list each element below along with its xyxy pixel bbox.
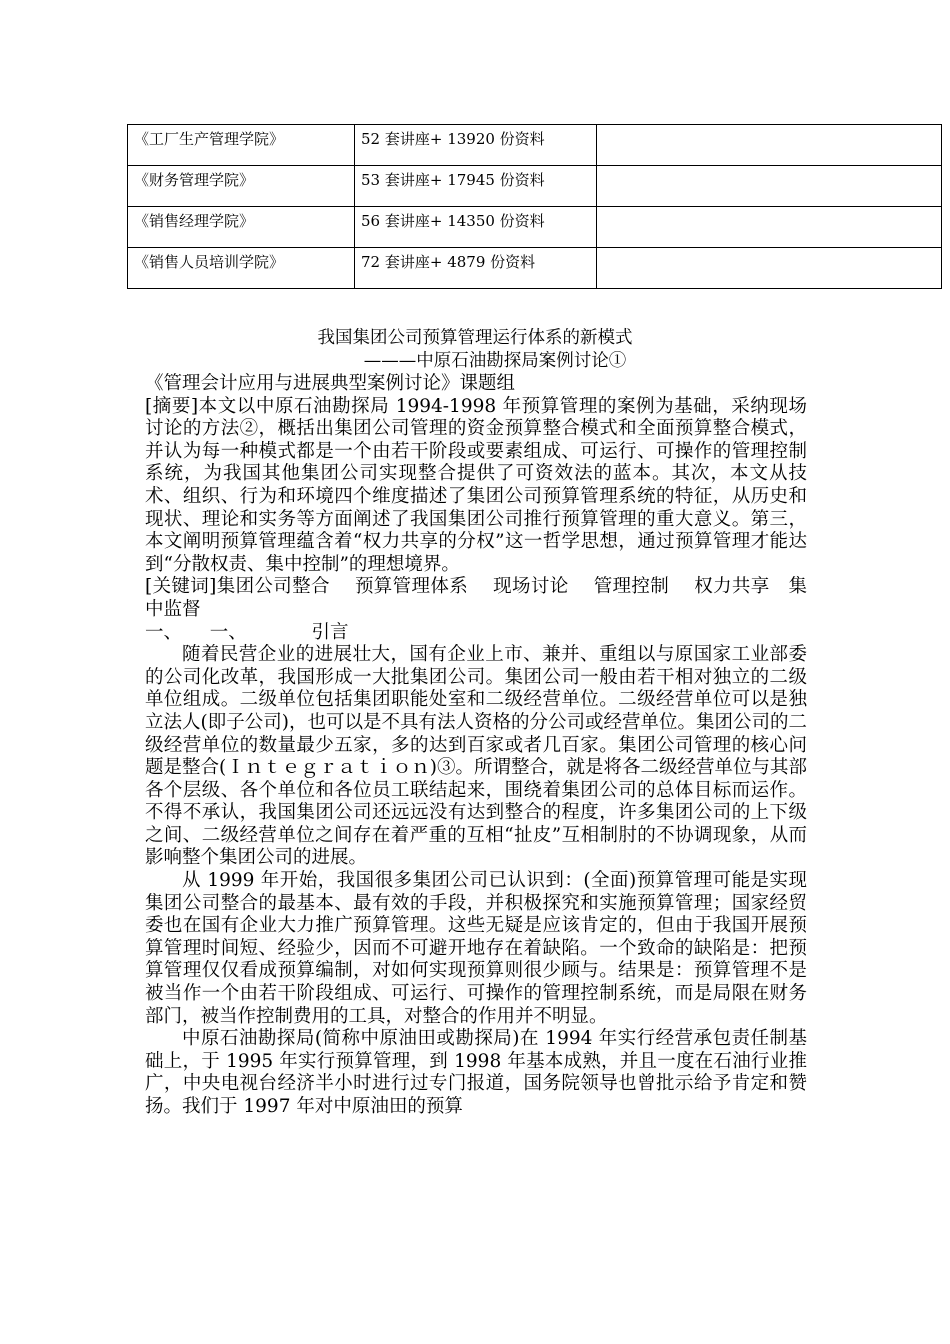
resource-count-cell: 52 套讲座+ 13920 份资料 bbox=[355, 125, 597, 166]
article-title: 我国集团公司预算管理运行体系的新模式 bbox=[317, 328, 633, 348]
college-name-cell: 《销售人员培训学院》 bbox=[128, 248, 355, 289]
resource-count-cell: 72 套讲座+ 4879 份资料 bbox=[355, 248, 597, 289]
table-row bbox=[128, 166, 942, 207]
article-subtitle: ———中原石油勘探局案例讨论① bbox=[363, 351, 627, 371]
abstract-paragraph: [摘要]本文以中原石油勘探局 1994-1998 年预算管理的案例为基础，采纳现场讨论的方法②，概括出集团公司管理的资金预算整合模式和全面预算整合模式，并认为每一种模式都是一个由若干阶段或要素组成、可运行、可操作的管理控制系统，为我国其他集团公司实现整合提供了可资效法的蓝本。其次，本文从技术、组织、行为和环境四个维度描述了集团公司预算管理系统的特征，从历史和现状、理论和实务等方面阐述了我国集团公司推行预算管理的重大意义。第三，本文阐明预算管理蕴含着“权力共享的分权”这一哲学思想，通过预算管理才能达到“分散权责、集中控制”的理想境界。 bbox=[145, 395, 807, 575]
resource-count-cell: 53 套讲座+ 17945 份资料 bbox=[355, 166, 597, 207]
body-paragraph: 中原石油勘探局(简称中原油田或勘探局)在 1994 年实行经营承包责任制基础上，于 1995 年实行预算管理，到 1998 年基本成熟，并且一度在石油行业推广，中央电视台经济半小时进行过专门报道，国务院领导也曾批示给予肯定和赞扬。我们于 1997 年对中原油田的预算 bbox=[145, 1028, 807, 1117]
empty-cell bbox=[597, 207, 942, 248]
article-body bbox=[145, 373, 807, 1119]
keywords-paragraph: [关键词]集团公司整合 预算管理体系 现场讨论 管理控制 权力共享 集中监督 bbox=[145, 576, 807, 620]
table-row bbox=[128, 248, 942, 289]
empty-cell bbox=[597, 166, 942, 207]
resource-count-cell: 56 套讲座+ 14350 份资料 bbox=[355, 207, 597, 248]
section-heading: 一、 一、 引言 bbox=[145, 621, 349, 643]
author-line: 《管理会计应用与进展典型案例讨论》课题组 bbox=[145, 373, 516, 394]
body-paragraph: 随着民营企业的进展壮大，国有企业上市、兼并、重组以与原国家工业部委的公司化改革，我国形成一大批集团公司。集团公司一般由若干相对独立的二级单位组成。二级单位包括集团职能处室和二级经营单位。二级经营单位可以是独立法人(即子公司)，也可以是不具有法人资格的分公司或经营单位。集团公司的二级经营单位的数量最少五家，多的达到百家或者几百家。集团公司管理的核心问题是整合(Ｉｎｔｅｇｒａｔｉｏｎ)③。所谓整合，就是将各二级经营单位与其部各个层级、各个单位和各位员工联结起来，围绕着集团公司的总体目标而运作。不得不承认，我国集团公司还远远没有达到整合的程度，许多集团公司的上下级之间、二级经营单位之间存在着严重的互相“扯皮”互相制肘的不协调现象，从而影响整个集团公司的进展。 bbox=[145, 644, 807, 869]
college-name-cell: 《工厂生产管理学院》 bbox=[128, 125, 355, 166]
college-name-cell: 《财务管理学院》 bbox=[128, 166, 355, 207]
table-row bbox=[128, 207, 942, 248]
body-paragraph: 从 1999 年开始，我国很多集团公司已认识到：(全面)预算管理可能是实现集团公司整合的最基本、最有效的手段，并积极探究和实施预算管理；国家经贸委也在国有企业大力推广预算管理。这些无疑是应该肯定的，但由于我国开展预算管理时间短、经验少，因而不可避开地存在着缺陷。一个致命的缺陷是：把预算管理仅仅看成预算编制，对如何实现预算则很少顾与。结果是：预算管理不是被当作一个由若干阶段组成、可运行、可操作的管理控制系统，而是局限在财务部门，被当作控制费用的工具，对整合的作用并不明显。 bbox=[145, 870, 807, 1027]
table-row bbox=[128, 125, 942, 166]
resource-table bbox=[127, 124, 942, 289]
empty-cell bbox=[597, 248, 942, 289]
empty-cell bbox=[597, 125, 942, 166]
college-name-cell: 《销售经理学院》 bbox=[128, 207, 355, 248]
